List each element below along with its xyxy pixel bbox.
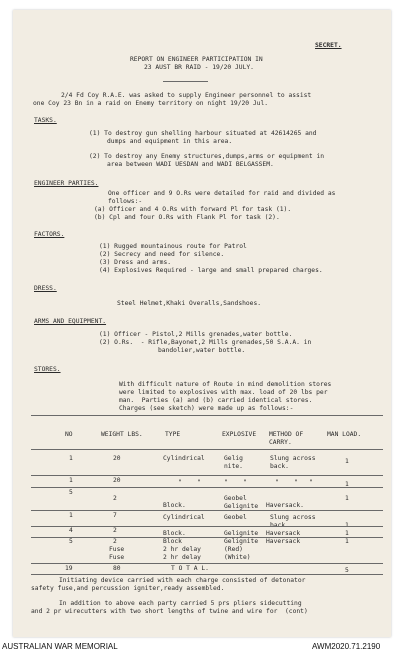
cell-weight: 2 (113, 538, 117, 545)
cell-manload: 1 (345, 522, 349, 529)
cell-no: 5 (69, 538, 73, 545)
cell-manload: 1 (345, 530, 349, 537)
intro-line-2: one Coy 23 Bn in a raid on Enemy territory on night 19/20 Jul. (33, 100, 269, 107)
cell-no: 1 (69, 455, 73, 462)
factor-1: (1) Rugged mountainous route for Patrol (99, 243, 247, 250)
title-line-1: REPORT ON ENGINEER PARTICIPATION IN (130, 56, 263, 63)
table-header-explosive: EXPLOSIVE (222, 431, 257, 438)
cell-manload: 1 (345, 481, 349, 488)
table-bottom-rule (31, 574, 383, 575)
cell-type: Block. (163, 530, 186, 537)
cell-type: Cylindrical (163, 455, 205, 462)
stores-line-3: man. Parties (a) and (b) carried identical stores. (119, 397, 313, 404)
arms-line-2: (2) O.Rs. - Rifle,Bayonet,2 Mills grenades,50 S.A.A. in (99, 339, 312, 346)
total-weight: 80 (113, 565, 121, 572)
cell-no: 4 (69, 527, 73, 534)
cell-type: 2 hr delay (163, 554, 201, 561)
cell-explosive: " " (224, 479, 247, 486)
table-header-type: TYPE (165, 431, 181, 438)
factors-heading: FACTORS. (34, 231, 65, 238)
document-page (13, 10, 391, 637)
tasks-heading: TASKS. (34, 117, 57, 124)
footer-reference: AWM2020.71.2190 (312, 642, 381, 651)
table-row-rule (31, 487, 383, 488)
stores-line-2: were limited to explosives with max. load of 20 lbs per (119, 389, 328, 396)
stores-line-4: Charges (see sketch) were made up as follows:- (119, 405, 294, 412)
cell-explosive: Geobel (224, 514, 247, 521)
table-header-method: METHOD OF CARRY. (269, 431, 304, 446)
cell-explosive: Gelignite (224, 538, 259, 545)
cell-type: Block (163, 538, 182, 545)
cell-explosive: Gelignite (224, 530, 259, 537)
cell-explosive: Gelig nite. (224, 455, 243, 470)
dress-text: Steel Helmet,Khaki Overalls,Sandshoes. (117, 300, 262, 307)
arms-heading: ARMS AND EQUIPMENT. (34, 318, 107, 325)
table-row-rule (31, 563, 383, 564)
task-1-line-2: dumps and equipment in this area. (107, 138, 233, 145)
parties-line-1: One officer and 9 O.Rs were detailed for raid and divided as (108, 190, 336, 197)
cell-weight: 20 (113, 477, 121, 484)
title-rule (163, 81, 208, 82)
table-row-rule (31, 475, 383, 476)
cell-weight: 7 (113, 512, 117, 519)
table-header-weight: WEIGHT LBS. (101, 431, 143, 438)
stores-heading: STORES. (34, 366, 61, 373)
cell-method: Haversack (266, 530, 301, 537)
cell-weight: 20 (113, 455, 121, 462)
cell-method: Slung across back. (270, 514, 316, 529)
footer-institution: AUSTRALIAN WAR MEMORIAL (2, 642, 118, 651)
cell-explosive: Geobel Gelignite (224, 495, 259, 510)
cell-manload: 1 (345, 538, 349, 545)
cell-weight: 2 (113, 495, 117, 502)
cell-weight: Fuse (109, 546, 125, 553)
total-no: 19 (65, 565, 73, 572)
cell-manload: 1 (345, 458, 349, 465)
cell-no: 1 (69, 477, 73, 484)
cell-type: Block. (163, 502, 186, 509)
cell-method: Haversack. (266, 502, 304, 509)
factor-3: (3) Dress and arms. (99, 259, 172, 266)
cell-method: Slung across back. (270, 455, 316, 470)
table-header-manload: MAN LOAD. (327, 431, 362, 438)
cell-no: 5 (69, 489, 73, 496)
title-line-2: 23 AUST BR RAID - 19/20 JULY. (144, 64, 254, 71)
table-top-rule (31, 415, 383, 416)
classification-marking: SECRET. (315, 42, 342, 49)
total-label: T O T A L. (171, 565, 209, 572)
cell-type: Cylindrical (163, 514, 205, 521)
archive-footer (0, 639, 405, 653)
post-line-4: and 2 pr wirecutters with two short lengths of twine and wire for (cont) (31, 608, 308, 615)
post-line-1: Initiating device carried with each charge consisted of detonator (59, 577, 306, 584)
task-2-line-1: (2) To destroy any Enemy structures,dumps,arms or equipment in (89, 153, 325, 160)
cell-weight: Fuse (109, 554, 125, 561)
intro-line-1: 2/4 Fd Coy R.A.E. was asked to supply Engineer personnel to assist (61, 92, 312, 99)
post-line-3: In addition to above each party carried 5 prs pliers sidecutting (59, 600, 302, 607)
table-row-rule (31, 526, 383, 527)
task-2-line-2: area between WADI UESDAN and WADI BELGASSEM. (107, 161, 274, 168)
arms-line-3: bandolier,water bottle. (158, 347, 246, 354)
parties-item-b: (b) Cpl and four O.Rs with Flank Pl for task (2). (94, 214, 280, 221)
parties-item-a: (a) Officer and 4 O.Rs with forward Pl for task (1). (94, 206, 292, 213)
task-1-line-1: (1) To destroy gun shelling harbour situated at 42614265 and (89, 130, 317, 137)
cell-explosive: (White) (224, 554, 251, 561)
total-manload: 5 (345, 567, 349, 574)
parties-line-2: follows:- (108, 198, 143, 205)
factor-2: (2) Secrecy and need for silence. (99, 251, 225, 258)
cell-no: 1 (69, 512, 73, 519)
factor-4: (4) Explosives Required - large and small prepared charges. (99, 267, 323, 274)
table-row-rule (31, 537, 383, 538)
cell-type: 2 hr delay (163, 546, 201, 553)
table-header-rule (31, 449, 383, 450)
cell-type: " " (178, 479, 201, 486)
parties-heading: ENGINEER PARTIES. (34, 180, 99, 187)
table-header-no: NO (65, 431, 73, 438)
cell-method: " " " (275, 479, 313, 486)
stores-line-1: With difficult nature of Route in mind demolition stores (119, 381, 332, 388)
cell-explosive: (Red) (224, 546, 243, 553)
dress-heading: DRESS. (34, 285, 57, 292)
post-line-2: safety fuse,and percussion igniter,ready assembled. (31, 585, 225, 592)
cell-method: Haversack (266, 538, 301, 545)
table-row-rule (31, 510, 383, 511)
cell-manload: 1 (345, 495, 349, 502)
cell-weight: 2 (113, 527, 117, 534)
arms-line-1: (1) Officer - Pistol,2 Mills grenades,water bottle. (99, 331, 293, 338)
